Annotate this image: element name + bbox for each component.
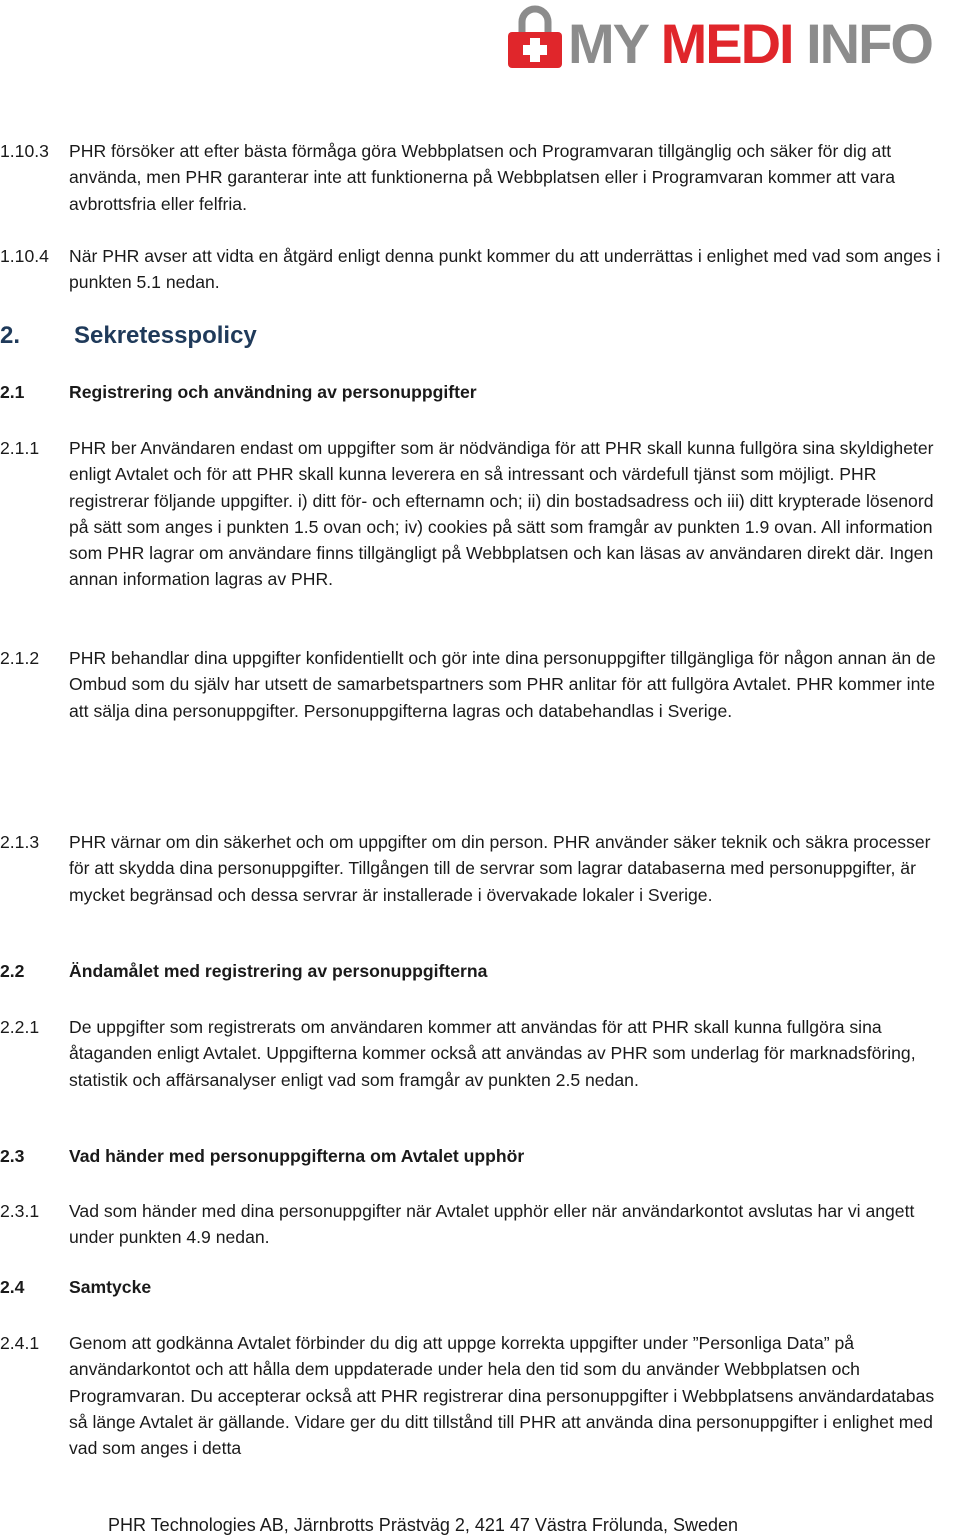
heading-title: Sekretesspolicy (74, 322, 257, 349)
logo-medi: MEDI (660, 12, 793, 75)
heading-number: 2.2 (0, 961, 25, 981)
section-2-4-1 (0, 1330, 960, 1461)
section-number: 1.10.3 (0, 141, 49, 161)
heading-title: Vad händer med personuppgifterna om Avtalet upphör (69, 1146, 525, 1166)
section-1-10-4 (0, 243, 960, 296)
section-number: 1.10.4 (0, 246, 49, 266)
section-2-1-1 (0, 435, 960, 593)
heading-sekretesspolicy (0, 322, 257, 350)
heading-number: 2. (0, 322, 21, 349)
section-2-1-3 (0, 829, 960, 908)
section-1-10-3 (0, 138, 960, 217)
heading-number: 2.4 (0, 1277, 25, 1297)
heading-title: Samtycke (69, 1277, 152, 1297)
heading-2-1 (0, 382, 477, 403)
heading-number: 2.3 (0, 1146, 25, 1166)
section-number: 2.3.1 (0, 1201, 40, 1221)
heading-number: 2.1 (0, 382, 25, 402)
section-2-3-1 (0, 1198, 960, 1251)
section-2-1-2 (0, 645, 960, 724)
section-2-2-1 (0, 1014, 960, 1093)
brand-logo (506, 2, 960, 75)
section-number: 2.2.1 (0, 1017, 40, 1037)
section-text: De uppgifter som registrerats om användaren kommer att användas för att PHR skall kunna fullgöra sina åtaganden enligt Avtalet. Uppgifterna kommer också att användas av PHR som underlag för marknadsföring, statistik och affärsanalyser enligt vad som framgår av punkten 2.5 nedan. (69, 1017, 916, 1090)
section-text: PHR ber Användaren endast om uppgifter som är nödvändiga för att PHR skall kunna fullgöra sina skyldigheter enligt Avtalet och för att PHR skall kunna leverera en så intressant och värdefull tjänst som möjligt. PHR registrerar följande uppgifter. i) ditt för- och efternamn och; ii) din bostadsadress och iii) ditt krypterade lösenord på sätt som anges i punkten 1.5 ovan och; iv) cookies på sätt som framgår av punkten 1.9 ovan. All information som PHR lagrar om användare finns tillgängligt på Webbplatsen och kan läsas av användaren direkt där. Ingen annan information lagras av PHR. (69, 438, 934, 590)
heading-2-3 (0, 1146, 524, 1167)
heading-2-2 (0, 961, 487, 982)
section-number: 2.1.1 (0, 438, 40, 458)
section-text: PHR försöker att efter bästa förmåga göra Webbplatsen och Programvaran tillgänglig och säker för dig att använda, men PHR garanterar inte att funktionerna på Webbplatsen eller i Programvaran kommer att vara avbrottsfria eller felfria. (69, 141, 896, 214)
logo-wordmark (568, 12, 932, 75)
section-text: Vad som händer med dina personuppgifter när Avtalet upphör eller när användarkontot avslutas har vi angett under punkten 4.9 nedan. (69, 1201, 915, 1248)
heading-2-4 (0, 1277, 151, 1298)
lock-plus-icon (506, 2, 566, 72)
section-text: När PHR avser att vidta en åtgärd enligt denna punkt kommer du att underrättas i enlighet med vad som anges i punkten 5.1 nedan. (69, 246, 941, 293)
section-text: PHR värnar om din säkerhet och om uppgifter om din person. PHR använder säker teknik och säkra processer för att skydda dina personuppgifter. Tillgången till de servrar som lagrar databaserna med personuppgifter, är mycket begränsad och dessa servrar är installerade i övervakade lokaler i Sverige. (69, 832, 931, 905)
section-text: PHR behandlar dina uppgifter konfidentiellt och gör inte dina personuppgifter tillgängliga för någon annan än de Ombud som du själv har utsett de samarbetspartners som PHR anlitar för att fullgöra Avtalet. PHR kommer inte att sälja dina personuppgifter. Personuppgifterna lagras och databehandlas i Sverige. (69, 648, 936, 721)
heading-title: Registrering och användning av personuppgifter (69, 382, 477, 402)
section-number: 2.1.3 (0, 832, 40, 852)
logo-info: INFO (806, 12, 932, 75)
section-number: 2.4.1 (0, 1333, 40, 1353)
heading-title: Ändamålet med registrering av personuppgifterna (69, 961, 488, 981)
section-text: Genom att godkänna Avtalet förbinder du dig att uppge korrekta uppgifter under ”Personliga Data” på användarkontot och att hålla dem uppdaterade under hela den tid som du använder Webbplatsen och Programvaran. Du accepterar också att PHR registrerar dina personuppgifter i Webbplatsens användardatabas så länge Avtalet är gällande. Vidare ger du ditt tillstånd till PHR att använda dina personuppgifter i enlighet med vad som anges i detta (69, 1333, 935, 1459)
page-footer: PHR Technologies AB, Järnbrotts Prästväg 2, 421 47 Västra Frölunda, Sweden (108, 1515, 739, 1535)
logo-my: MY (568, 12, 647, 75)
section-number: 2.1.2 (0, 648, 40, 668)
